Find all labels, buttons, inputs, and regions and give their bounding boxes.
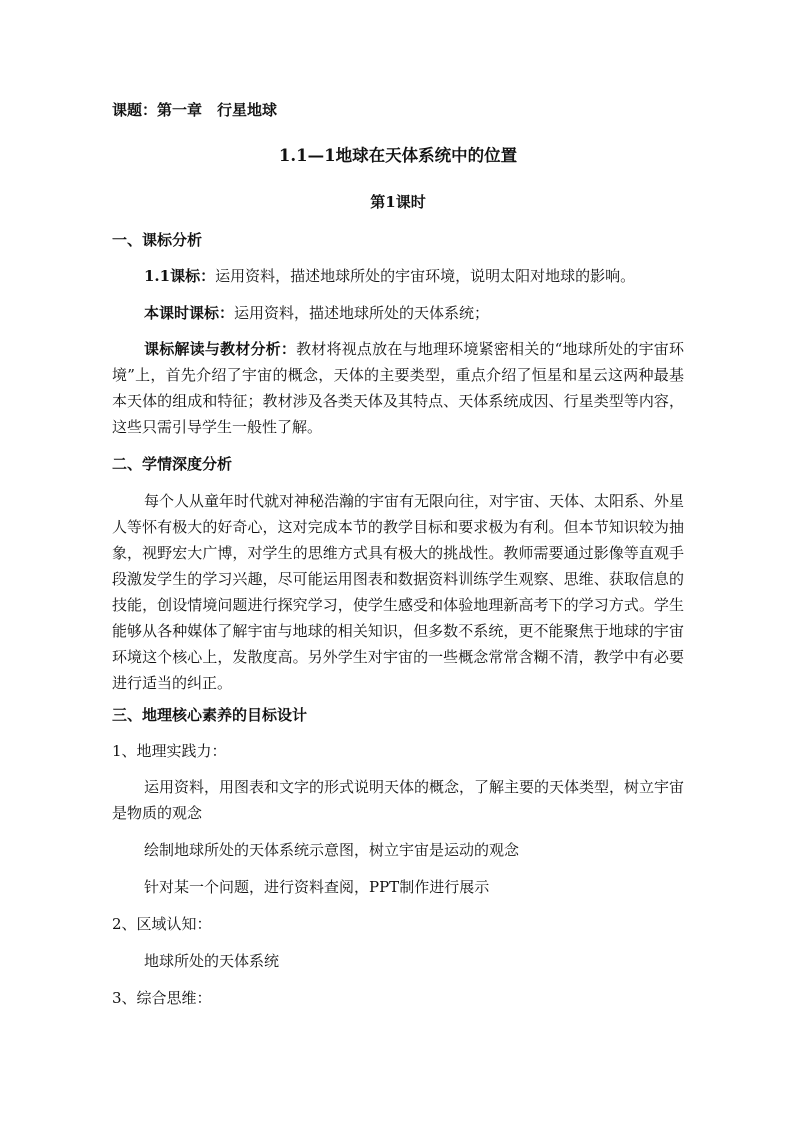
goal-item-3: 3、综合思维：	[112, 989, 212, 1007]
student-analysis-paragraph: 每个人从童年时代就对神秘浩瀚的宇宙有无限向往，对宇宙、天体、太阳系、外星人等怀有极大的好奇心，这对完成本节的教学目标和要求极为有利。但本节知识较为抽象，视野宏大广博，对学生的思维方式具有极大的挑战性。教师需要通过影像等直观手段激发学生的学习兴趣，尽可能运用图表和数据资料训练学生观察、思维、获取信息的技能，创设情境问题进行探究学习，使学生感受和体验地理新高考下的学习方式。学生能够从各种媒体了解宇宙与地球的相关知识，但多数不系统，更不能聚焦于地球的宇宙环境这个核心上，发散度高。另外学生对宇宙的一些概念常常含糊不清，教学中有必要进行适当的纠正。	[112, 492, 685, 692]
topic-line: 课题：第一章 行星地球	[112, 101, 278, 119]
curriculum-standard-label: 1.1课标：	[144, 267, 216, 285]
goal-item-1: 1、地理实践力：	[112, 742, 227, 760]
analysis-text: 教材将视点放在与地理环境紧密相关的“地球所处的宇宙环境”上，首先介绍了宇宙的概念，天体的主要类型，重点介绍了恒星和星云这两种最基本天体的组成和特征；教材涉及各类天体及其特点、天体系统成因、行星类型等内容，这些只需引导学生一般性了解。	[112, 340, 684, 436]
goal-item-1-para-2: 绘制地球所处的天体系统示意图，树立宇宙是运动的观念	[144, 841, 520, 859]
curriculum-standard	[144, 263, 684, 289]
lesson-label: 第1课时	[370, 193, 426, 211]
goal-item-2-para-1: 地球所处的天体系统	[144, 952, 280, 970]
goal-item-1-para-1: 运用资料，用图表和文字的形式说明天体的概念，了解主要的天体类型，树立宇宙是物质的观念	[112, 778, 685, 822]
lesson-standard	[144, 300, 684, 326]
section-heading-2: 二、学情深度分析	[112, 455, 233, 473]
goal-item-1-para-3: 针对某一个问题，进行资料查阅，PPT制作进行展示	[144, 878, 490, 896]
goal-item-2: 2、区域认知：	[112, 915, 212, 933]
section-heading-3: 三、地理核心素养的目标设计	[112, 706, 308, 724]
lesson-standard-label: 本课时课标：	[144, 304, 235, 322]
section-heading-1: 一、课标分析	[112, 231, 203, 249]
document-title: 1.1—1地球在天体系统中的位置	[278, 146, 518, 165]
curriculum-standard-text: 运用资料，描述地球所处的宇宙环境，说明太阳对地球的影响。	[215, 267, 636, 285]
lesson-standard-text: 运用资料，描述地球所处的天体系统；	[234, 304, 490, 322]
analysis-label: 课标解读与教材分析：	[144, 340, 297, 358]
analysis-paragraph	[112, 336, 684, 440]
